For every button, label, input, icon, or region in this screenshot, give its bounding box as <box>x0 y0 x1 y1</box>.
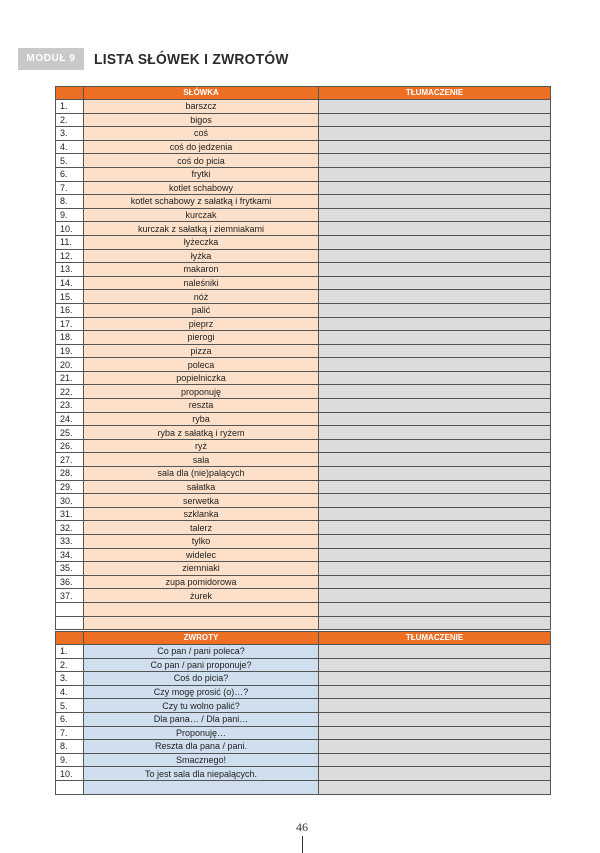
row-number: 18. <box>56 331 84 345</box>
translation-cell[interactable] <box>319 249 551 263</box>
number-column-header <box>56 87 84 100</box>
row-number: 27. <box>56 453 84 467</box>
row-number: 6. <box>56 167 84 181</box>
table-row <box>56 672 551 686</box>
word-cell: kurczak <box>84 208 319 222</box>
phrases-column-header: ZWROTY <box>84 632 319 645</box>
word-cell: kotlet schabowy z sałatką i frytkami <box>84 195 319 209</box>
word-cell: szklanka <box>84 507 319 521</box>
table-row <box>56 548 551 562</box>
translation-cell[interactable] <box>319 480 551 494</box>
translation-cell[interactable] <box>319 127 551 141</box>
table-row <box>56 658 551 672</box>
row-number: 15. <box>56 290 84 304</box>
table-row <box>56 453 551 467</box>
row-number: 35. <box>56 562 84 576</box>
translation-cell[interactable] <box>319 589 551 603</box>
table-row <box>56 140 551 154</box>
row-number: 19. <box>56 344 84 358</box>
row-number: 5. <box>56 154 84 168</box>
row-number: 10. <box>56 767 84 781</box>
word-cell: kurczak z sałatką i ziemniakami <box>84 222 319 236</box>
translation-cell[interactable] <box>319 726 551 740</box>
translation-cell[interactable] <box>319 426 551 440</box>
row-number: 3. <box>56 672 84 686</box>
phrase-cell: Dla pana… / Dla pani… <box>84 712 319 726</box>
translation-cell[interactable] <box>319 208 551 222</box>
translation-cell[interactable] <box>319 672 551 686</box>
word-cell: popielniczka <box>84 371 319 385</box>
row-number: 2. <box>56 658 84 672</box>
table-row <box>56 249 551 263</box>
phrase-cell: Czy mogę prosić (o)…? <box>84 685 319 699</box>
phrase-cell: Czy tu wolno palić? <box>84 699 319 713</box>
word-cell: makaron <box>84 263 319 277</box>
translation-cell[interactable] <box>319 494 551 508</box>
row-number: 9. <box>56 208 84 222</box>
row-number: 13. <box>56 263 84 277</box>
table-row <box>56 753 551 767</box>
row-number: 3. <box>56 127 84 141</box>
word-cell: kotlet schabowy <box>84 181 319 195</box>
word-cell: bigos <box>84 113 319 127</box>
word-cell: reszta <box>84 399 319 413</box>
table-row <box>56 426 551 440</box>
table-row <box>56 645 551 659</box>
translation-cell[interactable] <box>319 371 551 385</box>
translation-cell[interactable] <box>319 645 551 659</box>
translation-cell[interactable] <box>319 575 551 589</box>
row-number: 32. <box>56 521 84 535</box>
row-number: 31. <box>56 507 84 521</box>
word-cell <box>84 602 319 616</box>
translation-cell[interactable] <box>319 263 551 277</box>
table-row <box>56 344 551 358</box>
table-row <box>56 235 551 249</box>
words-table <box>55 86 551 630</box>
row-number: 37. <box>56 589 84 603</box>
word-cell: barszcz <box>84 100 319 114</box>
row-number: 16. <box>56 303 84 317</box>
translation-cell[interactable] <box>319 113 551 127</box>
row-number: 4. <box>56 685 84 699</box>
row-number: 10. <box>56 222 84 236</box>
table-row <box>56 780 551 794</box>
row-number: 26. <box>56 439 84 453</box>
table-row <box>56 113 551 127</box>
table-row <box>56 467 551 481</box>
translation-cell[interactable] <box>319 317 551 331</box>
translation-cell[interactable] <box>319 467 551 481</box>
translation-cell[interactable] <box>319 181 551 195</box>
translation-cell[interactable] <box>319 290 551 304</box>
translation-cell[interactable] <box>319 602 551 616</box>
table-row <box>56 507 551 521</box>
phrase-cell: Proponuję… <box>84 726 319 740</box>
word-cell: poleca <box>84 358 319 372</box>
translation-cell[interactable] <box>319 699 551 713</box>
table-row <box>56 726 551 740</box>
word-cell <box>84 616 319 630</box>
phrase-cell: Reszta dla pana / pani. <box>84 740 319 754</box>
translation-cell[interactable] <box>319 685 551 699</box>
translation-cell[interactable] <box>319 780 551 794</box>
word-cell: ziemniaki <box>84 562 319 576</box>
phrase-cell: Co pan / pani poleca? <box>84 645 319 659</box>
page-number: 46 <box>296 820 308 834</box>
word-cell: palić <box>84 303 319 317</box>
translation-cell[interactable] <box>319 412 551 426</box>
word-cell: nóż <box>84 290 319 304</box>
translation-cell[interactable] <box>319 767 551 781</box>
row-number: 33. <box>56 535 84 549</box>
table-row <box>56 575 551 589</box>
table-row <box>56 399 551 413</box>
row-number: 34. <box>56 548 84 562</box>
number-column-header <box>56 632 84 645</box>
word-cell: proponuję <box>84 385 319 399</box>
translation-cell[interactable] <box>319 535 551 549</box>
phrases-header-row <box>56 632 551 645</box>
word-cell: pizza <box>84 344 319 358</box>
translation-cell[interactable] <box>319 358 551 372</box>
row-number: 24. <box>56 412 84 426</box>
module-tag: MODUŁ 9 <box>18 48 84 70</box>
row-number: 36. <box>56 575 84 589</box>
translation-cell[interactable] <box>319 385 551 399</box>
word-cell: ryba <box>84 412 319 426</box>
table-row <box>56 358 551 372</box>
translation-cell[interactable] <box>319 740 551 754</box>
word-cell: naleśniki <box>84 276 319 290</box>
table-row <box>56 100 551 114</box>
table-row <box>56 208 551 222</box>
row-number: 11. <box>56 235 84 249</box>
word-cell: talerz <box>84 521 319 535</box>
translation-cell[interactable] <box>319 344 551 358</box>
row-number: 4. <box>56 140 84 154</box>
translation-cell[interactable] <box>319 100 551 114</box>
phrase-cell: Coś do picia? <box>84 672 319 686</box>
row-number: 30. <box>56 494 84 508</box>
translation-cell[interactable] <box>319 235 551 249</box>
row-number: 8. <box>56 195 84 209</box>
row-number: 9. <box>56 753 84 767</box>
row-number <box>56 616 84 630</box>
page-number-divider <box>302 836 303 853</box>
translation-cell[interactable] <box>319 507 551 521</box>
table-row <box>56 616 551 630</box>
phrases-table <box>55 631 551 795</box>
page-header <box>18 48 306 70</box>
row-number: 6. <box>56 712 84 726</box>
row-number: 2. <box>56 113 84 127</box>
translation-cell[interactable] <box>319 303 551 317</box>
table-row <box>56 181 551 195</box>
translation-cell[interactable] <box>319 140 551 154</box>
word-cell: sala <box>84 453 319 467</box>
word-cell: żurek <box>84 589 319 603</box>
word-cell: frytki <box>84 167 319 181</box>
row-number: 22. <box>56 385 84 399</box>
translation-cell[interactable] <box>319 331 551 345</box>
table-row <box>56 480 551 494</box>
word-cell: pierogi <box>84 331 319 345</box>
row-number <box>56 602 84 616</box>
table-row <box>56 699 551 713</box>
table-row <box>56 767 551 781</box>
table-row <box>56 412 551 426</box>
row-number: 29. <box>56 480 84 494</box>
word-cell: łyżka <box>84 249 319 263</box>
table-row <box>56 276 551 290</box>
phrase-cell: To jest sala dla niepalących. <box>84 767 319 781</box>
table-row <box>56 385 551 399</box>
translation-cell[interactable] <box>319 276 551 290</box>
table-row <box>56 712 551 726</box>
table-row <box>56 195 551 209</box>
row-number: 7. <box>56 726 84 740</box>
table-row <box>56 740 551 754</box>
row-number: 12. <box>56 249 84 263</box>
word-cell: tylko <box>84 535 319 549</box>
table-row <box>56 154 551 168</box>
row-number: 21. <box>56 371 84 385</box>
table-row <box>56 263 551 277</box>
translation-cell[interactable] <box>319 195 551 209</box>
translation-cell[interactable] <box>319 167 551 181</box>
row-number: 25. <box>56 426 84 440</box>
row-number <box>56 780 84 794</box>
table-row <box>56 371 551 385</box>
table-row <box>56 127 551 141</box>
phrase-cell <box>84 780 319 794</box>
table-row <box>56 290 551 304</box>
translation-column-header: TŁUMACZENIE <box>319 632 551 645</box>
table-row <box>56 331 551 345</box>
word-cell: pieprz <box>84 317 319 331</box>
phrase-cell: Co pan / pani proponuje? <box>84 658 319 672</box>
row-number: 8. <box>56 740 84 754</box>
row-number: 28. <box>56 467 84 481</box>
word-cell: widelec <box>84 548 319 562</box>
word-cell: coś do picia <box>84 154 319 168</box>
row-number: 14. <box>56 276 84 290</box>
row-number: 23. <box>56 399 84 413</box>
row-number: 5. <box>56 699 84 713</box>
word-cell: ryba z sałatką i ryżem <box>84 426 319 440</box>
page-title: LISTA SŁÓWEK I ZWROTÓW <box>94 50 289 68</box>
word-cell: sala dla (nie)palących <box>84 467 319 481</box>
row-number: 7. <box>56 181 84 195</box>
table-row <box>56 494 551 508</box>
translation-cell[interactable] <box>319 453 551 467</box>
translation-cell[interactable] <box>319 548 551 562</box>
row-number: 17. <box>56 317 84 331</box>
translation-cell[interactable] <box>319 222 551 236</box>
words-header-row <box>56 87 551 100</box>
table-row <box>56 521 551 535</box>
table-row <box>56 562 551 576</box>
table-row <box>56 167 551 181</box>
translation-cell[interactable] <box>319 439 551 453</box>
translation-cell[interactable] <box>319 712 551 726</box>
translation-cell[interactable] <box>319 399 551 413</box>
words-column-header: SŁÓWKA <box>84 87 319 100</box>
word-cell: coś do jedzenia <box>84 140 319 154</box>
translation-cell[interactable] <box>319 562 551 576</box>
table-row <box>56 303 551 317</box>
word-cell: coś <box>84 127 319 141</box>
translation-cell[interactable] <box>319 753 551 767</box>
translation-cell[interactable] <box>319 616 551 630</box>
table-row <box>56 685 551 699</box>
word-cell: sałatka <box>84 480 319 494</box>
word-cell: zupa pomidorowa <box>84 575 319 589</box>
translation-cell[interactable] <box>319 521 551 535</box>
phrase-cell: Smacznego! <box>84 753 319 767</box>
translation-column-header: TŁUMACZENIE <box>319 87 551 100</box>
word-cell: łyżeczka <box>84 235 319 249</box>
translation-cell[interactable] <box>319 658 551 672</box>
row-number: 20. <box>56 358 84 372</box>
row-number: 1. <box>56 645 84 659</box>
table-row <box>56 602 551 616</box>
table-row <box>56 317 551 331</box>
word-cell: serwetka <box>84 494 319 508</box>
row-number: 1. <box>56 100 84 114</box>
translation-cell[interactable] <box>319 154 551 168</box>
table-row <box>56 222 551 236</box>
word-cell: ryż <box>84 439 319 453</box>
table-row <box>56 535 551 549</box>
table-row <box>56 439 551 453</box>
table-row <box>56 589 551 603</box>
